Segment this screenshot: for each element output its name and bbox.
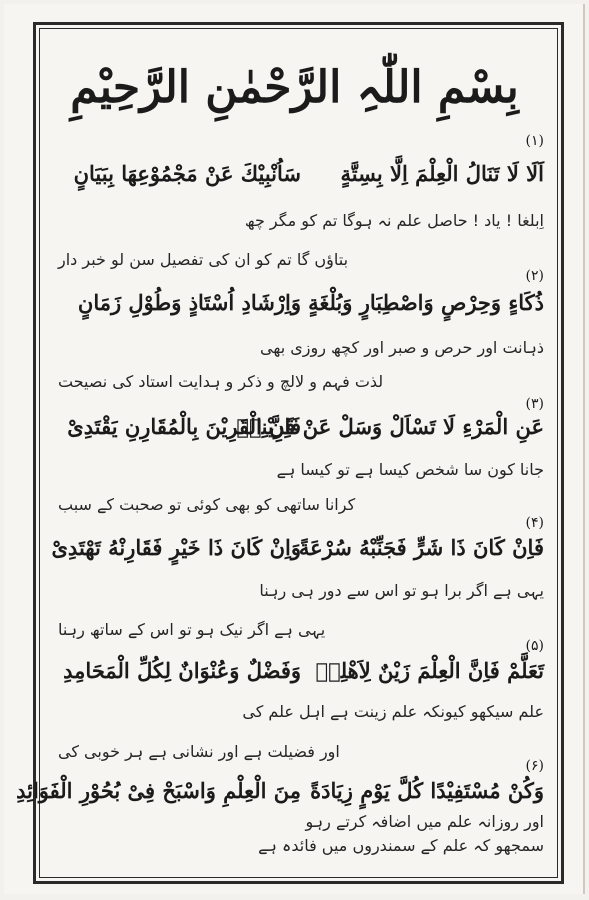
- translation-line: سمجھو کہ علم کے سمندروں میں فائدہ ہے: [258, 836, 544, 855]
- translation-line: علم سیکھو کیونکہ علم زینت ہے اہل علم کی: [242, 702, 544, 721]
- verse-first-hemistich: ذُكَاءٍ وَحِرْصٍ وَاصْطِبَارٍ وَبُلْغَةٍ: [308, 290, 544, 315]
- translation-line: یہی ہے اگر برا ہو تو اس سے دور ہی رہنا: [259, 581, 544, 600]
- verse-first-hemistich: تَعَلَّمْ فَاِنَّ الْعِلْمَ زَيْنٌ لِاَهْلِهٖ: [315, 658, 544, 683]
- verse-line: [58, 290, 544, 315]
- verse-first-hemistich: فَاِنْ كَانَ ذَا شَرٍّ فَجَنِّبْهُ سُرْعَةً: [298, 535, 544, 560]
- stanza-number: (۳): [525, 396, 544, 412]
- stanza-5: [58, 620, 544, 735]
- translation-line: اِبلغا ! یاد ! حاصل علم نہ ہوگا تم کو مگر چھ: [244, 211, 544, 230]
- stanza-number: (۵): [525, 638, 544, 654]
- stanza-3: [58, 372, 544, 487]
- verse-second-hemistich: وَاِرْشَادِ اُسْتَاذٍ وَطُوْلِ زَمَانٍ: [77, 290, 301, 315]
- stanza-number: (۴): [525, 515, 544, 531]
- stanza-2: [58, 250, 544, 365]
- translation-line: اور روزانہ علم میں اضافہ کرتے رہو: [305, 812, 544, 831]
- verse-second-hemistich: سَاُنْبِیْكَ عَنْ مَجْمُوْعِهَا بِبَيَانٍ: [73, 161, 301, 186]
- verse-second-hemistich: وَاِنْ كَانَ ذَا خَيْرٍ فَقَارِنْهُ تَهْتَدِىْ: [51, 535, 301, 560]
- verse-line: [58, 161, 544, 186]
- verse-second-hemistich: مِنَ الْعِلْمِ وَاسْبَحْ فِىْ بُحُوْرِ الْفَوَائِدِ: [16, 778, 301, 803]
- translation-line: کرانا ساتھی کو بھی کوئی تو صحبت کے سبب: [58, 495, 356, 514]
- translation-line: اور فضیلت ہے اور نشانی ہے ہر خوبی کی: [58, 742, 340, 761]
- verse-second-hemistich: فَاِنَّ الْقَرِيْنَ بِالْمُقَارِنِ يَقْتَدِىْ: [67, 414, 301, 439]
- translation-line: یہی ہے اگر نیک ہو تو اس کے ساتھ رہنا: [58, 620, 326, 639]
- verse-second-hemistich: وَفَضْلٌ وَعُنْوَانٌ لِكُلِّ الْمَحَامِدِ: [63, 658, 301, 683]
- verse-line: [51, 535, 544, 560]
- verse-line: [58, 658, 544, 683]
- stanza-1: [58, 133, 544, 243]
- verse-first-hemistich: اَلَا لَا تَنَالُ الْعِلْمَ اِلَّا بِسِتَّةٍ: [340, 161, 544, 186]
- translation-line: لذت فہم و لالچ و ذکر و ہدایت استاد کی نصیحت: [58, 372, 384, 391]
- stanza-number: (۶): [525, 758, 544, 774]
- translation-line: بتاؤں گا تم کو ان کی تفصیل سن لو خبر دار: [58, 250, 349, 269]
- stanza-number: (۱): [525, 133, 544, 149]
- page-title: بِسْمِ اللّٰہِ الرَّحْمٰنِ الرَّحِیْمِ: [70, 62, 519, 113]
- translation-line: جانا کون سا شخص کیسا ہے تو کیسا ہے: [276, 460, 544, 479]
- verse-line: [16, 778, 544, 803]
- verse-first-hemistich: عَنِ الْمَرْءِ لَا تَسْاَلْ وَسَلْ عَنْ قَرِيْنِهٖ: [236, 414, 544, 439]
- stanza-number: (۲): [525, 268, 544, 284]
- stanza-4: [51, 495, 544, 610]
- verse-first-hemistich: وَكُنْ مُسْتَفِيْدًا كُلَّ يَوْمٍ زِيَادَةً: [310, 778, 544, 803]
- translation-line: ذہانت اور حرص و صبر اور کچھ روزی بھی: [260, 338, 544, 357]
- stanza-6: [16, 742, 544, 862]
- verse-line: [58, 414, 544, 439]
